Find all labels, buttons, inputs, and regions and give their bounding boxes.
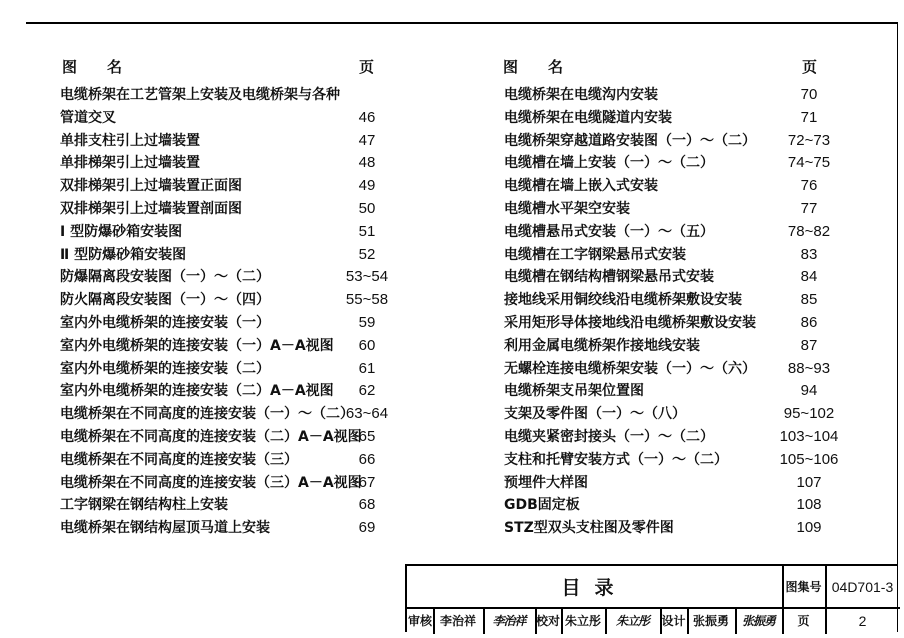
drawing-name: 接地线采用铜绞线沿电缆桥架敷设安装 [504, 292, 742, 309]
drawing-name: 单排支柱引上过墙装置 [60, 132, 200, 149]
index-row [504, 289, 884, 312]
drawing-name: 双排梯架引上过墙装置正面图 [60, 178, 242, 195]
index-row [60, 426, 440, 449]
index-row [60, 380, 440, 403]
drawing-name: Ⅱ 型防爆砂箱安装图 [60, 246, 187, 263]
page-ref: 55~58 [345, 291, 389, 309]
drawing-name: 电缆槽在钢结构槽钢梁悬吊式安装 [504, 269, 714, 286]
page-ref: 47 [358, 131, 376, 149]
drawing-name: 电缆槽在工字钢梁悬吊式安装 [504, 246, 686, 263]
index-row [60, 403, 440, 426]
index-row [60, 221, 440, 244]
drawing-name: 双排梯架引上过墙装置剖面图 [60, 200, 242, 217]
page-ref: 50 [358, 199, 376, 217]
drawing-name: 电缆桥架在不同高度的连接安装（三）A－A视图 [60, 474, 362, 491]
page-ref: 63~64 [345, 405, 389, 423]
index-row [60, 289, 440, 312]
drawing-name: 室内外电缆桥架的连接安装（一）A－A视图 [60, 337, 334, 354]
reviewer-signature: 李治祥 [492, 614, 526, 628]
index-row [504, 175, 884, 198]
page-ref: 61 [358, 359, 376, 377]
index-row [60, 494, 440, 517]
page-ref: 95~102 [783, 405, 835, 423]
index-row [60, 449, 440, 472]
index-row [60, 175, 440, 198]
index-row [504, 472, 884, 495]
index-row [504, 426, 884, 449]
drawing-name: 无螺栓连接电缆桥架安装（一）～（六） [504, 360, 756, 377]
page-ref: 72~73 [787, 131, 831, 149]
page-ref: 59 [358, 313, 376, 331]
checker-name: 朱立彤 [564, 614, 601, 628]
page-ref: 48 [358, 154, 376, 172]
drawing-name: 电缆桥架支吊架位置图 [504, 383, 644, 400]
atlas-number-label: 图集号 [785, 580, 822, 594]
drawing-name: 电缆槽在墙上嵌入式安装 [504, 178, 658, 195]
reviewer-name: 李治祥 [439, 614, 476, 628]
index-row [60, 517, 440, 540]
designer-signature: 张振勇 [741, 614, 775, 628]
page-ref: 108 [796, 496, 822, 514]
index-row [504, 198, 884, 221]
page-ref: 71 [800, 108, 818, 126]
page-ref: 94 [800, 382, 818, 400]
page-ref: 74~75 [787, 154, 831, 172]
left-index-list [60, 84, 440, 540]
page-ref: 49 [358, 177, 376, 195]
drawing-name: 电缆槽悬吊式安装（一）～（五） [504, 223, 714, 240]
page-ref: 76 [800, 177, 818, 195]
drawing-name: 电缆桥架在钢结构屋顶马道上安装 [60, 520, 270, 537]
page-ref: 77 [800, 199, 818, 217]
drawing-name: 室内外电缆桥架的连接安装（一） [60, 314, 270, 331]
page-number: 2 [858, 612, 867, 629]
page-ref: 78~82 [787, 222, 831, 240]
page-ref: 51 [358, 222, 376, 240]
drawing-name: 电缆桥架在电缆沟内安装 [504, 87, 658, 103]
page-ref: 65 [358, 427, 376, 445]
index-row [504, 152, 884, 175]
drawing-name: 管道交叉 [60, 109, 116, 126]
page-label: 页 [797, 614, 810, 628]
index-row [60, 335, 440, 358]
right-header-page: 页 [802, 58, 818, 76]
drawing-name: 支柱和托臂安装方式（一）～（二） [504, 451, 728, 468]
page-ref: 88~93 [787, 359, 831, 377]
index-row [504, 494, 884, 517]
drawing-name: 预埋件大样图 [504, 474, 588, 491]
atlas-number: 04D701-3 [831, 578, 894, 595]
index-row [504, 221, 884, 244]
review-label: 审核 [407, 614, 432, 628]
drawing-name: 单排梯架引上过墙装置 [60, 155, 200, 172]
drawing-name: STZ型双头支柱图及零件图 [504, 520, 674, 537]
page-ref: 68 [358, 496, 376, 514]
drawing-name: 电缆桥架穿越道路安装图（一）～（二） [504, 132, 756, 149]
index-row [60, 198, 440, 221]
index-row [60, 130, 440, 153]
index-row [504, 335, 884, 358]
index-row [504, 84, 884, 107]
drawing-name: GDB固定板 [504, 497, 580, 514]
index-row [504, 130, 884, 153]
index-row [504, 266, 884, 289]
page-ref: 62 [358, 382, 376, 400]
index-row [504, 107, 884, 130]
page-ref: 52 [358, 245, 376, 263]
drawing-name: 电缆桥架在工艺管架上安装及电缆桥架与各种 [60, 87, 340, 103]
page-ref: 103~104 [779, 427, 839, 445]
drawing-name: 电缆槽水平架空安装 [504, 200, 630, 217]
title-block [405, 564, 898, 632]
drawing-name: 电缆槽在墙上安装（一）～（二） [504, 155, 714, 172]
page-ref: 85 [800, 291, 818, 309]
drawing-name: 支架及零件图（一）～（八） [504, 406, 686, 423]
index-row [504, 312, 884, 335]
drawing-name: 电缆桥架在电缆隧道内安装 [504, 109, 672, 126]
index-row [504, 380, 884, 403]
design-label: 设计 [661, 614, 686, 628]
page-ref: 84 [800, 268, 818, 286]
check-label: 校对 [535, 614, 560, 628]
drawing-name: Ⅰ 型防爆砂箱安装图 [60, 223, 183, 240]
index-row [60, 244, 440, 267]
drawing-name: 工字钢梁在钢结构柱上安装 [60, 497, 228, 514]
index-row [504, 244, 884, 267]
index-row [60, 84, 440, 107]
index-row [504, 403, 884, 426]
right-index-list [504, 84, 884, 540]
index-row [60, 312, 440, 335]
page-ref: 46 [358, 108, 376, 126]
page-ref: 86 [800, 313, 818, 331]
drawing-name: 防爆隔离段安装图（一）～（二） [60, 269, 270, 286]
drawing-name: 电缆桥架在不同高度的连接安装（二）A－A视图 [60, 428, 362, 445]
page-ref: 69 [358, 519, 376, 537]
index-row [504, 358, 884, 381]
index-row [504, 449, 884, 472]
drawing-name: 利用金属电缆桥架作接地线安装 [504, 337, 700, 354]
drawing-name: 电缆桥架在不同高度的连接安装（三） [60, 451, 298, 468]
index-row [504, 517, 884, 540]
index-row [60, 358, 440, 381]
index-row [60, 152, 440, 175]
drawing-name: 电缆夹紧密封接头（一）～（二） [504, 428, 714, 445]
page-ref: 70 [800, 86, 818, 103]
drawing-name: 室内外电缆桥架的连接安装（二）A－A视图 [60, 383, 334, 400]
page-ref: 66 [358, 450, 376, 468]
drawing-name: 电缆桥架在不同高度的连接安装（一）～（二） [60, 406, 354, 423]
page-ref: 105~106 [779, 450, 839, 468]
index-row [60, 472, 440, 495]
left-header-page: 页 [359, 58, 375, 76]
index-row [60, 266, 440, 289]
page-ref: 87 [800, 336, 818, 354]
page-ref: 67 [358, 473, 376, 491]
drawing-title: 目录 [561, 577, 628, 599]
left-header-name: 图 名 [62, 58, 123, 76]
page-ref: 60 [358, 336, 376, 354]
page-ref: 83 [800, 245, 818, 263]
designer-name: 张振勇 [692, 614, 729, 628]
page-ref: 107 [796, 473, 822, 491]
drawing-name: 防火隔离段安装图（一）～（四） [60, 292, 270, 309]
index-row [60, 107, 440, 130]
page-ref: 53~54 [345, 268, 389, 286]
drawing-name: 室内外电缆桥架的连接安装（二） [60, 360, 270, 377]
checker-signature: 朱立彤 [615, 614, 649, 628]
right-header-name: 图 名 [503, 58, 564, 76]
drawing-name: 采用矩形导体接地线沿电缆桥架敷设安装 [504, 314, 756, 331]
page-ref: 109 [796, 519, 822, 537]
